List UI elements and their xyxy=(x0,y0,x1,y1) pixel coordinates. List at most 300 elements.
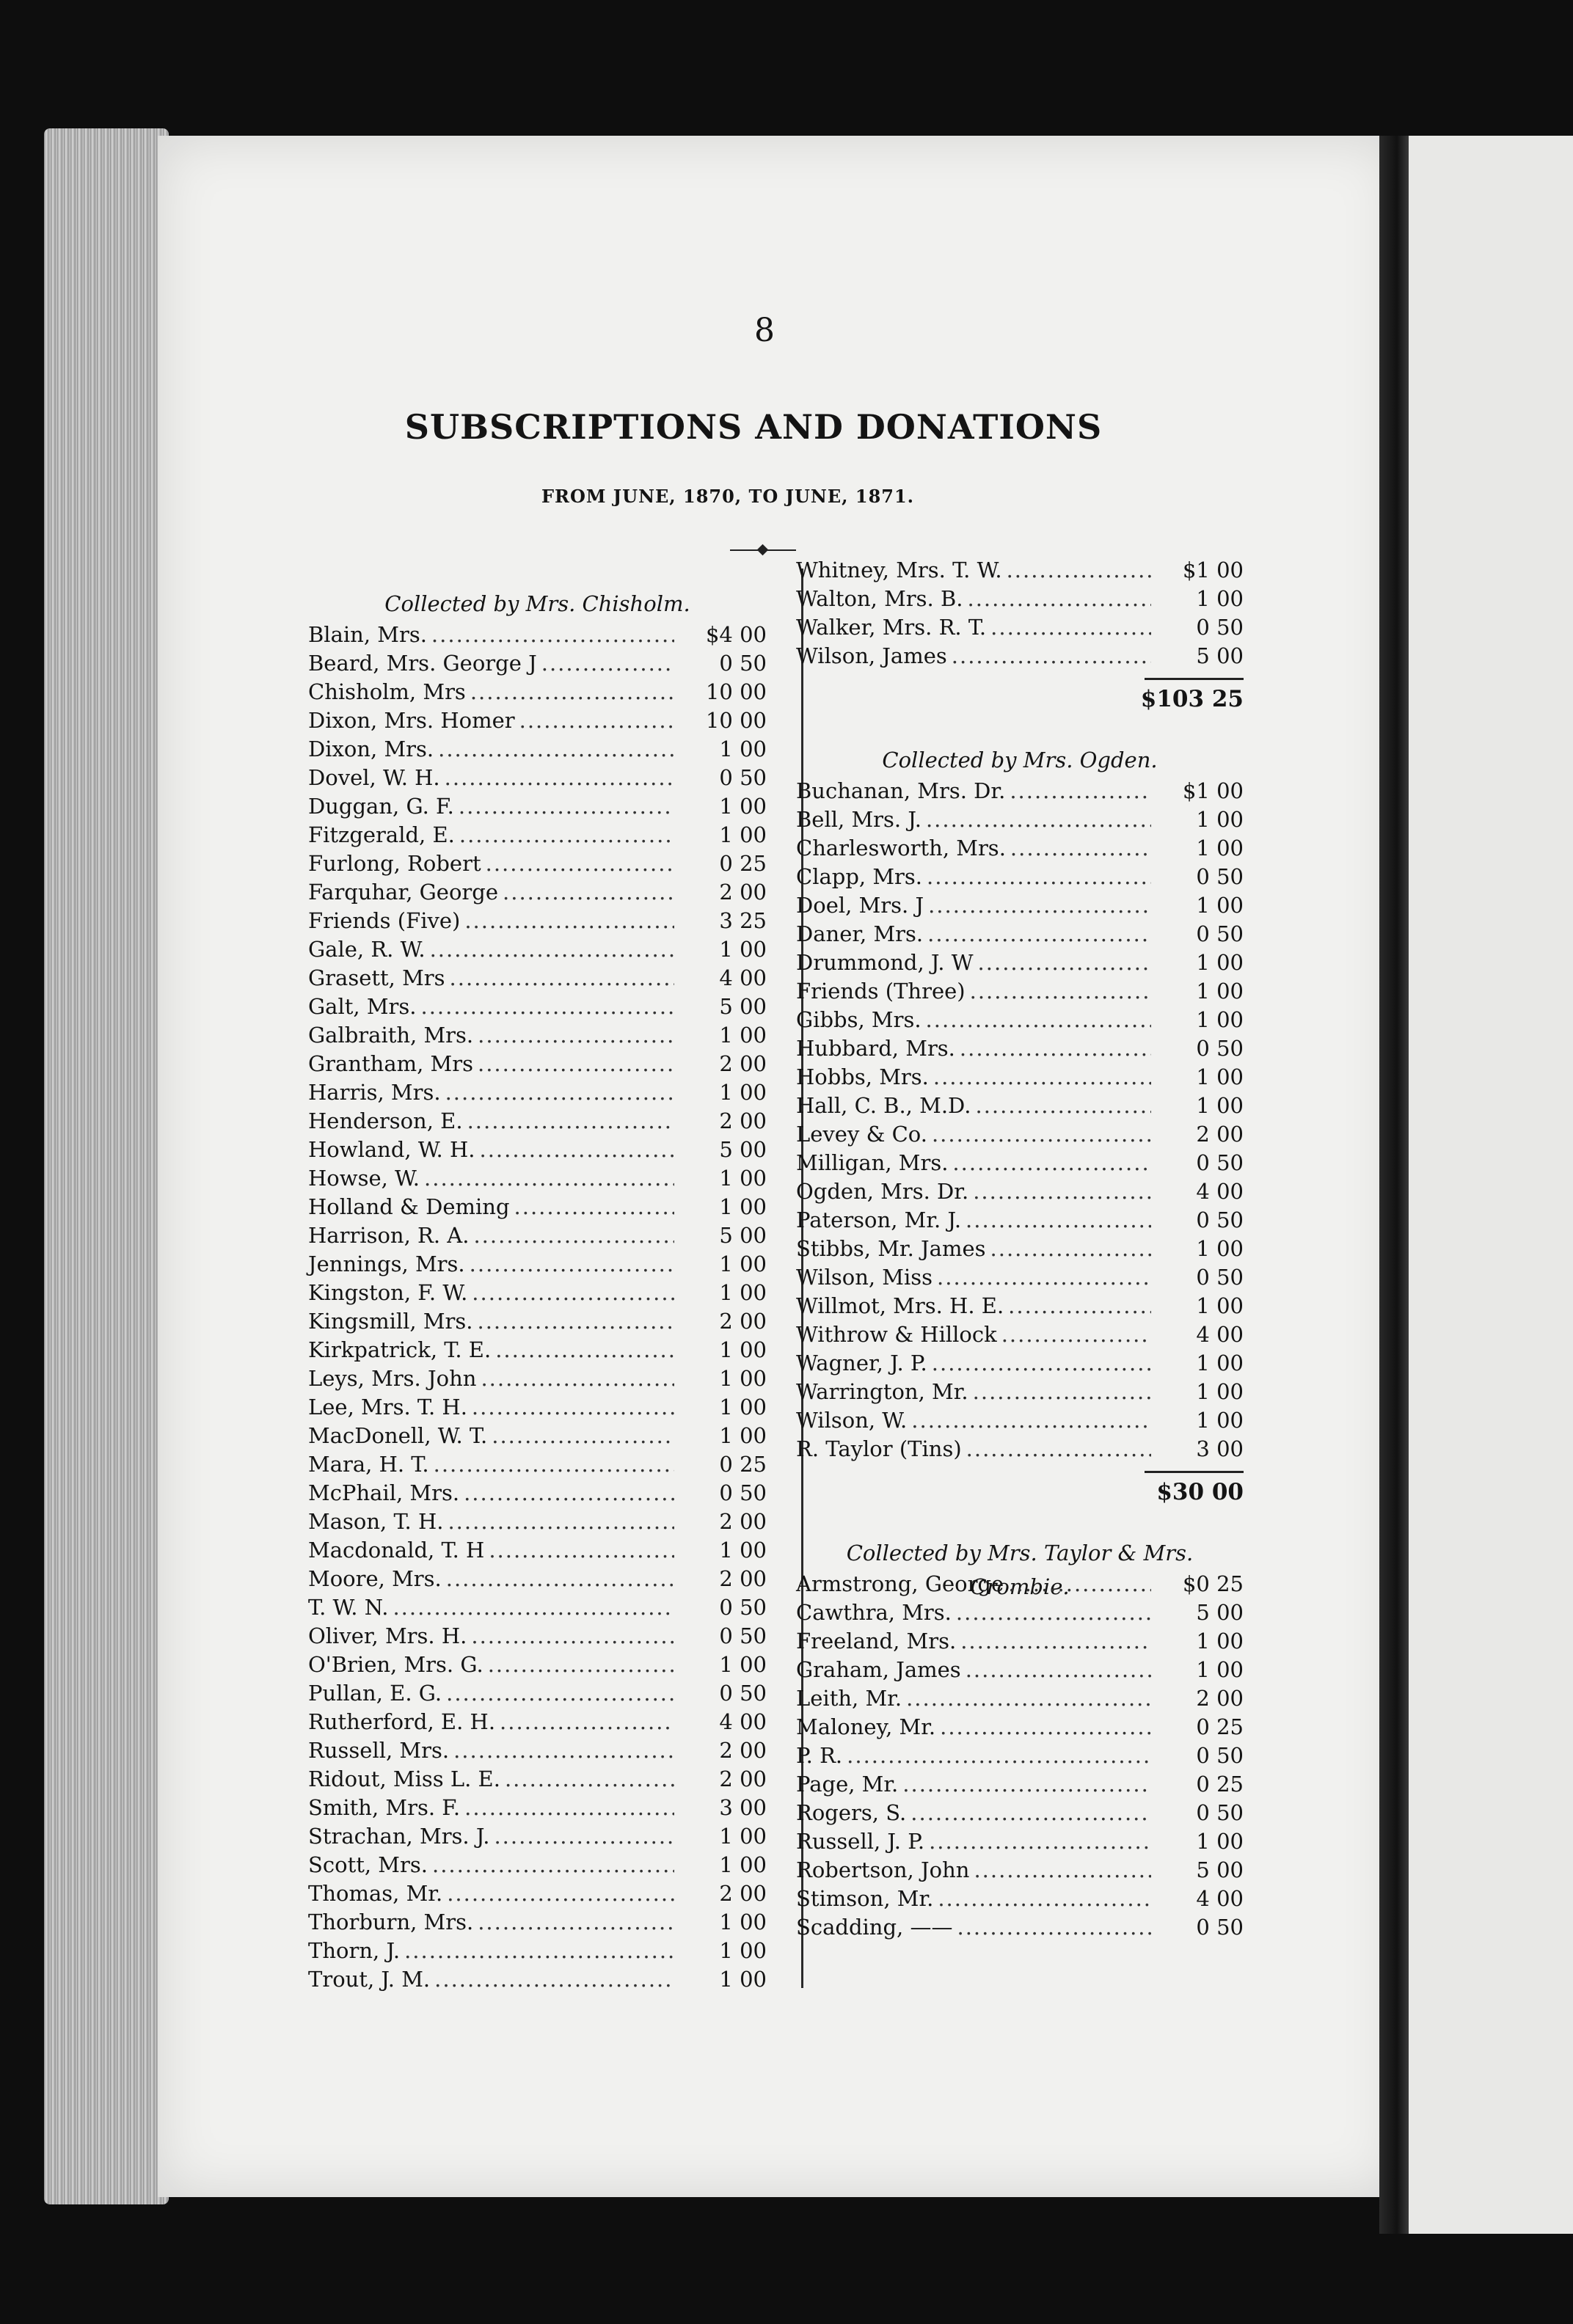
donor-name: Ridout, Miss L. E. xyxy=(308,1766,500,1791)
list-item xyxy=(308,1479,767,1508)
donation-amount: 1 00 xyxy=(1196,1351,1244,1375)
leader-dots xyxy=(424,1164,674,1193)
book-gutter xyxy=(1379,136,1409,2234)
leader-dots xyxy=(445,1078,674,1107)
leader-dots xyxy=(1008,1292,1151,1320)
leader-dots xyxy=(464,1479,674,1508)
donor-name: Robertson, John xyxy=(796,1857,970,1882)
donor-name: Blain, Mrs. xyxy=(308,622,427,647)
donor-name: Kingsmill, Mrs. xyxy=(308,1309,473,1334)
donation-amount: 1 00 xyxy=(1196,1293,1244,1318)
list-item xyxy=(308,1193,767,1221)
donation-amount: 2 00 xyxy=(719,1566,767,1591)
donor-name: Doel, Mrs. J xyxy=(796,893,924,918)
donor-name: Pullan, E. G. xyxy=(308,1681,442,1706)
donation-amount: 4 00 xyxy=(1196,1322,1244,1347)
leader-dots xyxy=(911,1406,1151,1435)
donor-name: Galt, Mrs. xyxy=(308,994,417,1019)
list-item xyxy=(796,1320,1244,1349)
donation-amount: 4 00 xyxy=(719,965,767,990)
donor-name: Mara, H. T. xyxy=(308,1452,429,1477)
donor-name: Chisholm, Mrs xyxy=(308,679,466,704)
donor-name: Thorn, J. xyxy=(308,1938,401,1963)
list-item xyxy=(796,1063,1244,1092)
donor-name: Paterson, Mr. J. xyxy=(796,1207,962,1232)
donation-amount: 0 50 xyxy=(1196,1036,1244,1061)
donation-amount: 1 00 xyxy=(1196,1093,1244,1118)
donation-amount: 1 00 xyxy=(719,1366,767,1391)
donation-amount: $4 00 xyxy=(705,622,767,647)
leader-dots xyxy=(926,1006,1151,1034)
leader-dots xyxy=(505,1765,674,1794)
leader-dots xyxy=(514,1193,674,1221)
donation-amount: 2 00 xyxy=(719,1108,767,1133)
list-item xyxy=(308,1050,767,1078)
leader-dots xyxy=(480,1136,675,1164)
donation-amount: 1 00 xyxy=(719,1280,767,1305)
donor-name: Buchanan, Mrs. Dr. xyxy=(796,778,1006,803)
leader-dots xyxy=(464,1794,674,1822)
donation-amount: 5 00 xyxy=(1196,1600,1244,1625)
leader-dots xyxy=(453,1736,674,1765)
donation-amount: 1 00 xyxy=(1196,1064,1244,1089)
donor-name: Levey & Co. xyxy=(796,1122,927,1147)
leader-dots xyxy=(489,1536,674,1565)
leader-dots xyxy=(500,1708,674,1736)
leader-dots xyxy=(478,1021,674,1050)
list-item xyxy=(796,920,1244,949)
list-item xyxy=(308,1221,767,1250)
donation-amount: 0 50 xyxy=(719,1681,767,1706)
list-item xyxy=(796,1713,1244,1742)
leader-dots xyxy=(952,1149,1151,1177)
list-item xyxy=(796,1627,1244,1656)
donation-amount: 0 50 xyxy=(1196,1915,1244,1940)
list-item xyxy=(796,1435,1244,1464)
total-ogden: $30 00 xyxy=(1156,1479,1244,1505)
donor-name: Wilson, W. xyxy=(796,1408,908,1433)
donation-amount: 1 00 xyxy=(1196,1007,1244,1032)
section-heading-chisholm: Collected by Mrs. Chisholm. xyxy=(384,591,690,616)
donation-amount: $0 25 xyxy=(1182,1571,1244,1596)
leader-dots xyxy=(470,678,674,706)
donor-name: R. Taylor (Tins) xyxy=(796,1436,962,1461)
total-chisholm: $103 25 xyxy=(1140,686,1244,712)
donation-amount: 1 00 xyxy=(1196,979,1244,1004)
list-item xyxy=(796,1656,1244,1684)
donor-name: Jennings, Mrs. xyxy=(308,1251,465,1276)
donor-name: Whitney, Mrs. T. W. xyxy=(796,558,1002,582)
donor-name: Russell, Mrs. xyxy=(308,1738,450,1763)
donor-name: Bell, Mrs. J. xyxy=(796,807,921,832)
list-item xyxy=(796,1856,1244,1885)
donation-amount: 1 00 xyxy=(719,1395,767,1419)
leader-dots xyxy=(967,585,1151,613)
leader-dots xyxy=(448,1508,674,1536)
page-number: 8 xyxy=(754,312,775,349)
donation-amount: 1 00 xyxy=(1196,1829,1244,1854)
leader-dots xyxy=(933,1063,1151,1092)
list-item xyxy=(308,1279,767,1307)
donation-amount: 1 00 xyxy=(719,1023,767,1048)
leader-dots xyxy=(404,1937,674,1965)
donation-amount: 0 25 xyxy=(719,1452,767,1477)
donor-name: Armstrong, George xyxy=(796,1571,1004,1596)
list-item xyxy=(308,678,767,706)
leader-dots xyxy=(910,1799,1151,1827)
list-item xyxy=(308,1622,767,1651)
donation-amount: 0 50 xyxy=(719,765,767,790)
list-item xyxy=(796,777,1244,805)
donor-name: Hubbard, Mrs. xyxy=(796,1036,955,1061)
list-item xyxy=(308,1851,767,1879)
right-column xyxy=(796,556,1244,1942)
donation-amount: 0 50 xyxy=(1196,1207,1244,1232)
list-item xyxy=(308,1736,767,1765)
list-item xyxy=(796,613,1244,642)
leader-dots xyxy=(938,1885,1151,1913)
leader-dots xyxy=(541,649,674,678)
donor-name: Hall, C. B., M.D. xyxy=(796,1093,971,1118)
leader-dots xyxy=(847,1742,1151,1770)
donor-name: Mason, T. H. xyxy=(308,1509,444,1534)
donor-name: Duggan, G. F. xyxy=(308,794,454,819)
list-item xyxy=(308,706,767,735)
leader-dots xyxy=(966,1656,1151,1684)
list-item xyxy=(308,649,767,678)
list-item xyxy=(796,891,1244,920)
list-item xyxy=(796,1742,1244,1770)
donor-name: Stimson, Mr. xyxy=(796,1886,934,1911)
list-item xyxy=(796,1349,1244,1378)
list-item xyxy=(308,1679,767,1708)
donor-name: MacDonell, W. T. xyxy=(308,1423,488,1448)
leader-dots xyxy=(445,764,674,792)
leader-dots xyxy=(928,891,1151,920)
donor-name: Howland, W. H. xyxy=(308,1137,475,1162)
list-item xyxy=(308,621,767,649)
leader-dots xyxy=(929,1827,1151,1856)
list-item xyxy=(308,1422,767,1450)
list-item xyxy=(308,1250,767,1279)
donation-amount: 4 00 xyxy=(1196,1179,1244,1204)
list-item xyxy=(796,1406,1244,1435)
donor-name: Strachan, Mrs. J. xyxy=(308,1824,490,1849)
list-item xyxy=(796,1799,1244,1827)
list-item xyxy=(796,1770,1244,1799)
leader-dots xyxy=(1010,777,1151,805)
donation-amount: 0 25 xyxy=(1196,1772,1244,1797)
donor-name: Moore, Mrs. xyxy=(308,1566,442,1591)
leader-dots xyxy=(960,1627,1151,1656)
donation-amount: 1 00 xyxy=(719,1166,767,1191)
leader-dots xyxy=(434,1450,674,1479)
donor-name: Grantham, Mrs xyxy=(308,1051,473,1076)
donation-amount: 1 00 xyxy=(1196,807,1244,832)
leader-dots xyxy=(973,1378,1151,1406)
list-item xyxy=(796,556,1244,585)
list-item xyxy=(796,1827,1244,1856)
list-item xyxy=(308,1164,767,1193)
leader-dots xyxy=(974,1856,1151,1885)
list-item xyxy=(308,935,767,964)
leader-dots xyxy=(932,1120,1151,1149)
donation-amount: 0 50 xyxy=(1196,921,1244,946)
donor-name: Beard, Mrs. George J xyxy=(308,651,537,676)
list-item xyxy=(308,1508,767,1536)
donor-name: Wilson, James xyxy=(796,643,947,668)
list-item xyxy=(796,1292,1244,1320)
leader-dots xyxy=(481,1364,674,1393)
list-item xyxy=(308,1593,767,1622)
section-heading-taylor-crombie: Collected by Mrs. Taylor & Mrs. Crombie. xyxy=(846,1541,1194,1599)
list-item xyxy=(308,792,767,821)
donation-amount: 2 00 xyxy=(719,1509,767,1534)
donor-name: Clapp, Mrs. xyxy=(796,864,922,889)
donor-name: Maloney, Mr. xyxy=(796,1714,936,1739)
leader-dots xyxy=(960,1034,1151,1063)
donation-amount: 1 00 xyxy=(719,1080,767,1105)
leader-dots xyxy=(970,977,1151,1006)
list-item xyxy=(796,1149,1244,1177)
donation-amount: 1 00 xyxy=(1196,1657,1244,1682)
leader-dots xyxy=(420,993,674,1021)
donation-amount: 5 00 xyxy=(1196,1857,1244,1882)
donor-name: Lee, Mrs. T. H. xyxy=(308,1395,467,1419)
donation-amount: 1 00 xyxy=(719,1538,767,1563)
donor-name: Harrison, R. A. xyxy=(308,1223,470,1248)
list-item xyxy=(796,1378,1244,1406)
leader-dots xyxy=(927,920,1151,949)
donation-amount: 2 00 xyxy=(719,1309,767,1334)
donation-amount: 2 00 xyxy=(1196,1122,1244,1147)
donation-amount: 0 25 xyxy=(1196,1714,1244,1739)
donation-amount: 0 50 xyxy=(1196,1800,1244,1825)
list-item xyxy=(796,1206,1244,1235)
donor-name: Leys, Mrs. John xyxy=(308,1366,477,1391)
donation-amount: 1 00 xyxy=(1196,893,1244,918)
donation-amount: 5 00 xyxy=(719,1223,767,1248)
donation-amount: 1 00 xyxy=(719,1251,767,1276)
donor-name: Smith, Mrs. F. xyxy=(308,1795,461,1820)
leader-dots xyxy=(459,792,674,821)
list-item xyxy=(308,1765,767,1794)
list-item xyxy=(308,849,767,878)
donor-name: Cawthra, Mrs. xyxy=(796,1600,952,1625)
donation-amount: 3 00 xyxy=(1196,1436,1244,1461)
leader-dots xyxy=(459,821,674,849)
donation-amount: 2 00 xyxy=(719,880,767,905)
list-item xyxy=(796,805,1244,834)
donation-amount: 0 25 xyxy=(719,851,767,876)
ornament-rule xyxy=(730,543,796,558)
leader-dots xyxy=(486,849,674,878)
left-entry-list xyxy=(308,621,767,1994)
donation-amount: 0 50 xyxy=(719,1595,767,1620)
donor-name: Wilson, Miss xyxy=(796,1265,933,1290)
leader-dots xyxy=(464,907,674,935)
leader-dots xyxy=(932,1349,1151,1378)
leader-dots xyxy=(495,1336,674,1364)
donor-name: O'Brien, Mrs. G. xyxy=(308,1652,483,1677)
list-item xyxy=(308,1965,767,1994)
page-subtitle: FROM JUNE, 1870, TO JUNE, 1871. xyxy=(541,486,915,507)
leader-dots xyxy=(473,1221,674,1250)
list-item xyxy=(308,764,767,792)
list-item xyxy=(308,1107,767,1136)
donation-amount: 0 50 xyxy=(719,651,767,676)
donation-amount: 1 00 xyxy=(719,1423,767,1448)
donor-name: Dixon, Mrs. xyxy=(308,737,434,761)
donor-name: Friends (Three) xyxy=(796,979,966,1004)
list-item xyxy=(796,585,1244,613)
donation-amount: 1 00 xyxy=(1196,586,1244,611)
donation-amount: 3 00 xyxy=(719,1795,767,1820)
list-item xyxy=(796,1177,1244,1206)
leader-dots xyxy=(431,621,674,649)
donor-name: Galbraith, Mrs. xyxy=(308,1023,474,1048)
leader-dots xyxy=(952,642,1151,670)
donation-amount: $1 00 xyxy=(1182,558,1244,582)
donor-name: Furlong, Robert xyxy=(308,851,481,876)
leader-dots xyxy=(975,1092,1151,1120)
donor-name: Hobbs, Mrs. xyxy=(796,1064,929,1089)
leader-dots xyxy=(446,1565,674,1593)
donation-amount: 0 50 xyxy=(1196,615,1244,640)
donation-amount: 2 00 xyxy=(719,1738,767,1763)
list-item xyxy=(308,1651,767,1679)
leader-dots xyxy=(488,1651,674,1679)
list-item xyxy=(308,1307,767,1336)
donor-name: Milligan, Mrs. xyxy=(796,1150,949,1175)
list-item xyxy=(796,1006,1244,1034)
list-item xyxy=(308,1822,767,1851)
donation-amount: 1 00 xyxy=(719,1337,767,1362)
facing-page-edge xyxy=(1409,136,1573,2234)
donor-name: Gale, R. W. xyxy=(308,937,426,962)
donation-amount: 1 00 xyxy=(1196,1629,1244,1654)
donation-amount: 1 00 xyxy=(719,794,767,819)
leader-dots xyxy=(430,935,674,964)
donor-name: Warrington, Mr. xyxy=(796,1379,968,1404)
donor-name: Grasett, Mrs xyxy=(308,965,445,990)
list-item xyxy=(308,1336,767,1364)
left-column xyxy=(308,587,767,1994)
donation-amount: 0 50 xyxy=(719,1480,767,1505)
donation-amount: 1 00 xyxy=(719,1194,767,1219)
donor-name: T. W. N. xyxy=(308,1595,389,1620)
donation-amount: 5 00 xyxy=(719,1137,767,1162)
leader-dots xyxy=(990,613,1151,642)
donor-name: Withrow & Hillock xyxy=(796,1322,997,1347)
leader-dots xyxy=(477,1307,674,1336)
leader-dots xyxy=(492,1422,674,1450)
ogden-entry-list xyxy=(796,777,1244,1464)
leader-dots xyxy=(432,1851,674,1879)
donation-amount: 1 00 xyxy=(719,1652,767,1677)
taylor-crombie-entry-list xyxy=(796,1570,1244,1942)
leader-dots xyxy=(472,1393,674,1422)
leader-dots xyxy=(966,1206,1151,1235)
leader-dots xyxy=(926,805,1151,834)
donation-amount: 10 00 xyxy=(705,708,767,733)
leader-dots xyxy=(478,1050,674,1078)
donor-name: P. R. xyxy=(796,1743,843,1768)
donor-name: Freeland, Mrs. xyxy=(796,1629,957,1654)
donation-amount: $1 00 xyxy=(1182,778,1244,803)
donation-amount: 4 00 xyxy=(719,1709,767,1734)
donation-amount: 0 50 xyxy=(1196,1150,1244,1175)
list-item xyxy=(796,1034,1244,1063)
donor-name: Fitzgerald, E. xyxy=(308,822,455,847)
leader-dots xyxy=(978,949,1151,977)
list-item xyxy=(796,642,1244,670)
donor-name: Russell, J. P. xyxy=(796,1829,925,1854)
donation-amount: 5 00 xyxy=(1196,643,1244,668)
list-item xyxy=(308,1364,767,1393)
list-item xyxy=(796,834,1244,863)
list-item xyxy=(308,1536,767,1565)
donation-amount: 1 00 xyxy=(1196,1236,1244,1261)
donor-name: Holland & Deming xyxy=(308,1194,510,1219)
donor-name: Oliver, Mrs. H. xyxy=(308,1623,467,1648)
list-item xyxy=(796,977,1244,1006)
donation-amount: 0 50 xyxy=(1196,864,1244,889)
list-item xyxy=(796,949,1244,977)
donor-name: Walton, Mrs. B. xyxy=(796,586,963,611)
page-title: SUBSCRIPTIONS AND DONATIONS xyxy=(404,407,1103,447)
list-item xyxy=(796,1598,1244,1627)
donation-amount: 1 00 xyxy=(719,937,767,962)
donor-name: Wagner, J. P. xyxy=(796,1351,927,1375)
donor-name: Scadding, —— xyxy=(796,1915,953,1940)
leader-dots xyxy=(434,1965,674,1994)
donor-name: Ogden, Mrs. Dr. xyxy=(796,1179,969,1204)
leader-dots xyxy=(446,1679,674,1708)
donation-amount: 1 00 xyxy=(719,1824,767,1849)
list-item xyxy=(796,1235,1244,1263)
donation-amount: 5 00 xyxy=(719,994,767,1019)
list-item xyxy=(796,1092,1244,1120)
donation-amount: 1 00 xyxy=(719,1967,767,1992)
donor-name: Charlesworth, Mrs. xyxy=(796,836,1006,860)
donation-amount: 1 00 xyxy=(719,737,767,761)
leader-dots xyxy=(467,1107,674,1136)
donation-amount: 4 00 xyxy=(1196,1886,1244,1911)
list-item xyxy=(796,1885,1244,1913)
list-item xyxy=(308,1937,767,1965)
donor-name: Friends (Five) xyxy=(308,908,461,933)
donor-name: Kirkpatrick, T. E. xyxy=(308,1337,492,1362)
leader-dots xyxy=(927,863,1151,891)
donation-amount: 0 50 xyxy=(1196,1743,1244,1768)
list-item xyxy=(796,1263,1244,1292)
leader-dots xyxy=(478,1908,674,1937)
list-item xyxy=(308,993,767,1021)
leader-dots xyxy=(1007,556,1151,585)
donor-name: Thorburn, Mrs. xyxy=(308,1910,474,1934)
donation-amount: 1 00 xyxy=(719,1852,767,1877)
list-item xyxy=(308,1393,767,1422)
list-item xyxy=(308,1908,767,1937)
leader-dots xyxy=(450,964,674,993)
leader-dots xyxy=(937,1263,1151,1292)
donor-name: Walker, Mrs. R. T. xyxy=(796,615,987,640)
donor-name: Willmot, Mrs. H. E. xyxy=(796,1293,1004,1318)
donor-name: Scott, Mrs. xyxy=(308,1852,428,1877)
list-item xyxy=(796,863,1244,891)
donor-name: Leith, Mr. xyxy=(796,1686,902,1711)
